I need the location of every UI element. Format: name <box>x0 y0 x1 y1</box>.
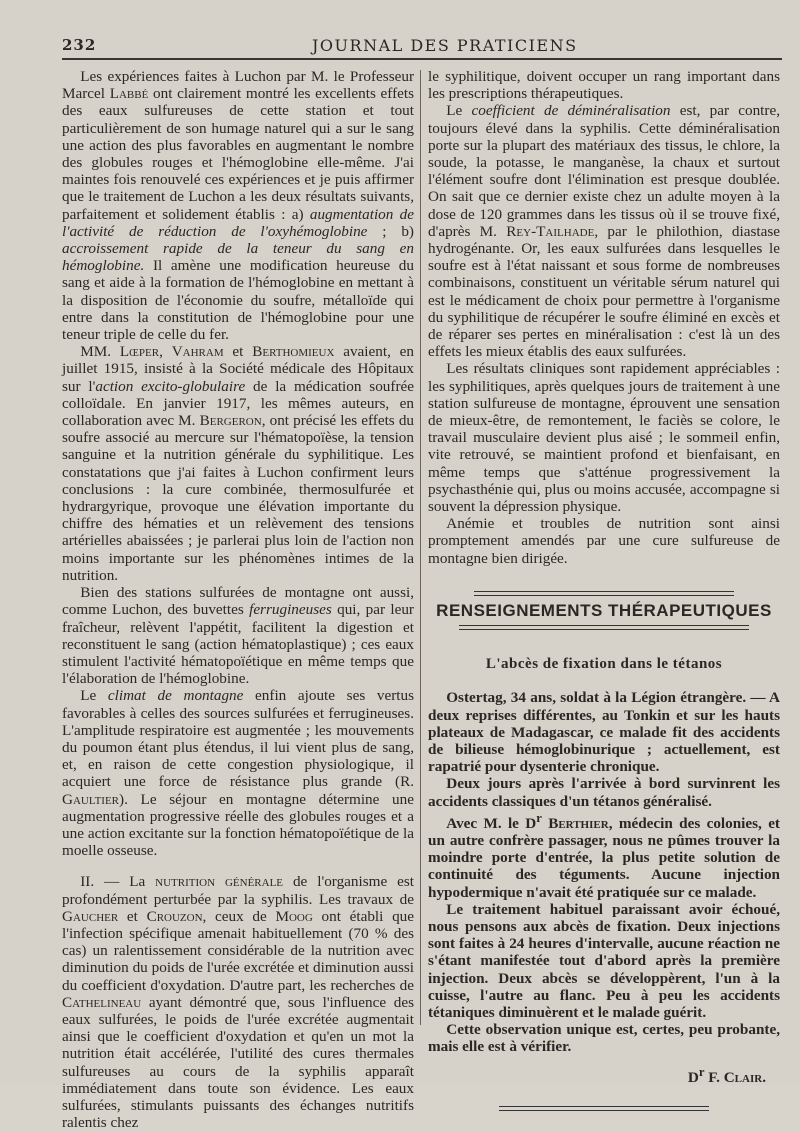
author-name: Berthomieux <box>252 343 335 361</box>
italic-text: ferrugineuses <box>249 601 332 619</box>
superscript: r <box>698 1064 705 1079</box>
text: de la médication soufrée colloïdale. En janvier 1917, les mêmes auteurs, en collaboration avec M. <box>62 377 414 430</box>
text: qui, par leur fraîcheur, relèvent l'appétit, facilitent la digestion et reconstituent le sang (action hématoplastique) ; ces eaux stimulent l'activité hématopoïétique en même temps que l'élaboration de l'hémoglobine. <box>62 601 414 688</box>
section-rule-top <box>474 591 734 596</box>
text: Il amène une modification heureuse du sang et aide à la formation de l'hémoglobine en mettant à la disposition de l'économie du soufre, métalloïde qui entre dans la constitution de l'hémoglobine pour une teneur triple de celle du fer. <box>62 257 414 344</box>
paragraph-nutrition <box>62 873 414 1131</box>
right-column <box>428 68 780 1111</box>
author-name: Cathelineau <box>62 993 142 1011</box>
text: Le <box>446 102 472 120</box>
italic-text: augmentation de l'activité de réduction de l'oxyhémoglobine <box>62 205 415 240</box>
text: ont clairement montré les excellents effets des eaux sulfureuses de cette station et tout particulièrement de son humage naturel qui a sur le sang une action des plus favorables en augmentant le nombre des globules rouges et l'hémoglobine elle-même. J'ai maintes fois renouvelé ces expériences et je puis affirmer que le traitement de Luchon a les deux résultats suivants, parfaitement et solidement établis : a) <box>62 85 414 223</box>
paragraph-anemia: Anémie et troubles de nutrition sont ainsi promptement amendés par une cure sulfureuse de montagne bien dirigée. <box>428 515 780 567</box>
italic-text: accroissement rapide de la teneur du sang en hémoglobine. <box>62 240 414 275</box>
italic-text: coefficient de déminéralisation <box>471 102 671 120</box>
superscript: r <box>536 810 542 825</box>
text: Bien des stations sulfurées de montagne ont aussi, comme Luchon, des buvettes <box>62 584 414 619</box>
paragraph-luchon-experiments <box>62 68 414 343</box>
paragraph-loeper <box>62 343 414 584</box>
text: avaient, en juillet 1915, insisté à la Société médicale des Hôpitaux sur l' <box>62 343 415 395</box>
author-name: Gaucher <box>62 907 119 925</box>
text: est, par contre, toujours élevé dans la syphilis. Cette déminéralisation porte sur la plupart des matériaux des tissus, le chlore, la soude, la potasse, le manganèse, la chaux et surtout l'élément soufre dont l'élimination est presque doublée. On sait que ce dernier existe chez un adulte moyen à la dose de 120 grammes dans les tissus où il se trouve fixé, d'après M. <box>428 102 780 240</box>
case-paragraph-tetanus: Deux jours après l'arrivée à bord survinrent les accidents classiques d'un tétanos généralisé. <box>428 775 780 810</box>
text: Avec M. le D <box>446 814 537 832</box>
author-name: Berthier <box>541 814 609 832</box>
text: , ont précisé les effets du soufre associé au mercure sur l'hématopoïèse, la tension sanguine et la nutrition générale du syphilitique. Les constatations que j'ai faites à Luchon confirment leurs conclusions : la cure combinée, thermosulfurée et hydrargyrique, provoque une élévation importante du chiffre des hématies et un relèvement des tensions artérielles abaissées ; je parlerai plus loin de l'action non moins importante sur les phénomènes intimes de la nutrition. <box>62 412 415 584</box>
text: , ceux de <box>202 907 276 925</box>
text: Le <box>80 687 108 705</box>
text: MM. <box>80 343 120 361</box>
author-name: Bergeron <box>199 412 262 430</box>
small-caps-text: nutrition générale <box>155 873 284 891</box>
text: , par le philothion, diastase hydrogénante. Or, les eaux sulfurées dans lesquelles le soufre est à l'état naissant et sous forme de nombreuses combinaisons, constituent un véritable sérum naturel qui est le médicament de choix pour permettre à l'organisme du syphilitique de récupérer le soufre éliminé en excès et de réparer ses pertes en minéralisation : c'est là un des effets les mieux établis des eaux sulfurées. <box>428 222 780 361</box>
text: , médecin des colonies, et un autre confrère passager, nous ne pûmes trouver la moindre porte d'entrée, la plus petite solution de continuité des téguments. Aucune injection hypodermique n'avait été pratiquée sur ce malade. <box>428 814 780 901</box>
page-number: 232 <box>62 36 97 54</box>
italic-text: climat de montagne <box>107 687 244 705</box>
left-column <box>62 68 414 1131</box>
text: ont établi que l'infection spécifique amenait habituellement (70 % des cas) un ralentissement considérable de la nutrition avec diminution du poids de l'urée excrétée et diminution aussi du coefficient d'oxydation. D'autre part, les recherches de <box>62 907 414 994</box>
article-subtitle: L'abcès de fixation dans le tétanos <box>485 656 723 673</box>
text: enfin ajoute ses vertus favorables à celles des sources sulfurées et ferrugineuses. L'amplitude respiratoire est augmentée ; les mouvements du poumon étant plus étendus, il lui vient plus de sang, et, en raison de cette congestion physiologique, il acquiert une force de résistance plus grande (R. <box>62 687 414 791</box>
case-paragraph-patient: Ostertag, 34 ans, soldat à la Légion étrangère. — A deux reprises différentes, au Tonkin et sur les hauts plateaux de Madagascar, ce malade fit des accidents de bilieuse hémoglobinurique ; actuellement, est rapatrié pour dysenterie chronique. <box>428 689 780 776</box>
paragraph-continued: le syphilitique, doivent occuper un rang important dans les prescriptions thérapeutiques. <box>428 68 780 103</box>
paragraph-clinical-results: Les résultats cliniques sont rapidement appréciables : les syphilitiques, après quelques jours de traitement à une station sulfureuse de montagne, éprouvent une sensation de mieux-être, de remontement, le faciès se colore, le travail musculaire devient plus aisé ; le sommeil enfin, vite retrouvé, se maintient profond et bienfaisant, en même temps que s'atténue progressivement la psychasthénie qui, plus ou moins accusée, accompagne si souvent la dépression physique. <box>428 360 780 516</box>
author-name: Labbé <box>109 85 149 103</box>
text: ; b) <box>367 222 414 240</box>
author-name: Gaultier <box>62 790 120 808</box>
author-name: Clair. <box>723 1068 766 1086</box>
column-divider <box>420 70 421 1025</box>
text: ). Le séjour en montagne détermine une augmentation progressive réelle des globules rouges et a une action excitante sur la fonction hématopoïétique de la moelle osseuse. <box>62 790 414 860</box>
author-name: Lœper <box>119 343 160 361</box>
text: II. — La <box>80 873 156 891</box>
author-signature <box>428 1064 780 1086</box>
case-report <box>428 689 780 1055</box>
text: de l'organisme est profondément perturbée par la syphilis. Les travaux de <box>62 873 414 908</box>
author-name: Moog <box>275 907 313 925</box>
author-name: Vahram <box>171 343 224 361</box>
case-paragraph-treatment: Le traitement habituel paraissant avoir échoué, nous pensons aux abcès de fixation. Deux injections sont faites à 24 heures d'intervalle, aucune réaction ne s'étant manifestée tout d'abord après la première injection. Deux abcès se développèrent, l'un à la cuisse, l'autre au flanc. Peu à peu les accidents tétaniques diminuèrent et le malade guérit. <box>428 900 780 1022</box>
case-paragraph-examination <box>428 810 780 901</box>
section-rule-bottom <box>459 625 749 630</box>
text: F. <box>704 1068 724 1086</box>
text: D <box>687 1068 699 1086</box>
section-title: RENSEIGNEMENTS THÉRAPEUTIQUES <box>436 600 772 620</box>
case-paragraph-conclusion: Cette observation unique est, certes, peu probante, mais elle est à vérifier. <box>428 1021 780 1056</box>
header-rule <box>62 58 782 60</box>
paragraph-demineralisation <box>428 102 780 360</box>
author-name: Rey-Tailhade <box>506 222 595 240</box>
text: ayant démontré que, sous l'influence des eaux sulfurées, le poids de l'urée excrétée augmentait ainsi que le coefficient d'oxydation et qu'en un mot la nutrition était accélérée, l'utilité des cures thermales sulfureuses au cours de la syphilis apparaît immédiatement dans toute son évidence. Les eaux sulfurées, stimulants puissants des échanges nutritifs ralentis chez <box>62 993 414 1131</box>
paragraph-ferruginous <box>62 584 414 687</box>
author-name: Crouzon <box>146 907 203 925</box>
page-header <box>62 36 782 58</box>
text: Les expériences faites à Luchon par M. le Professeur Marcel <box>62 68 414 103</box>
paragraph-mountain-climate <box>62 687 414 859</box>
text: et <box>223 343 253 361</box>
italic-text: action excito-globulaire <box>95 377 246 395</box>
journal-title: JOURNAL DES PRATICIENS <box>312 36 578 55</box>
text: et <box>118 907 147 925</box>
end-rule <box>499 1106 709 1111</box>
text: , <box>159 343 172 361</box>
